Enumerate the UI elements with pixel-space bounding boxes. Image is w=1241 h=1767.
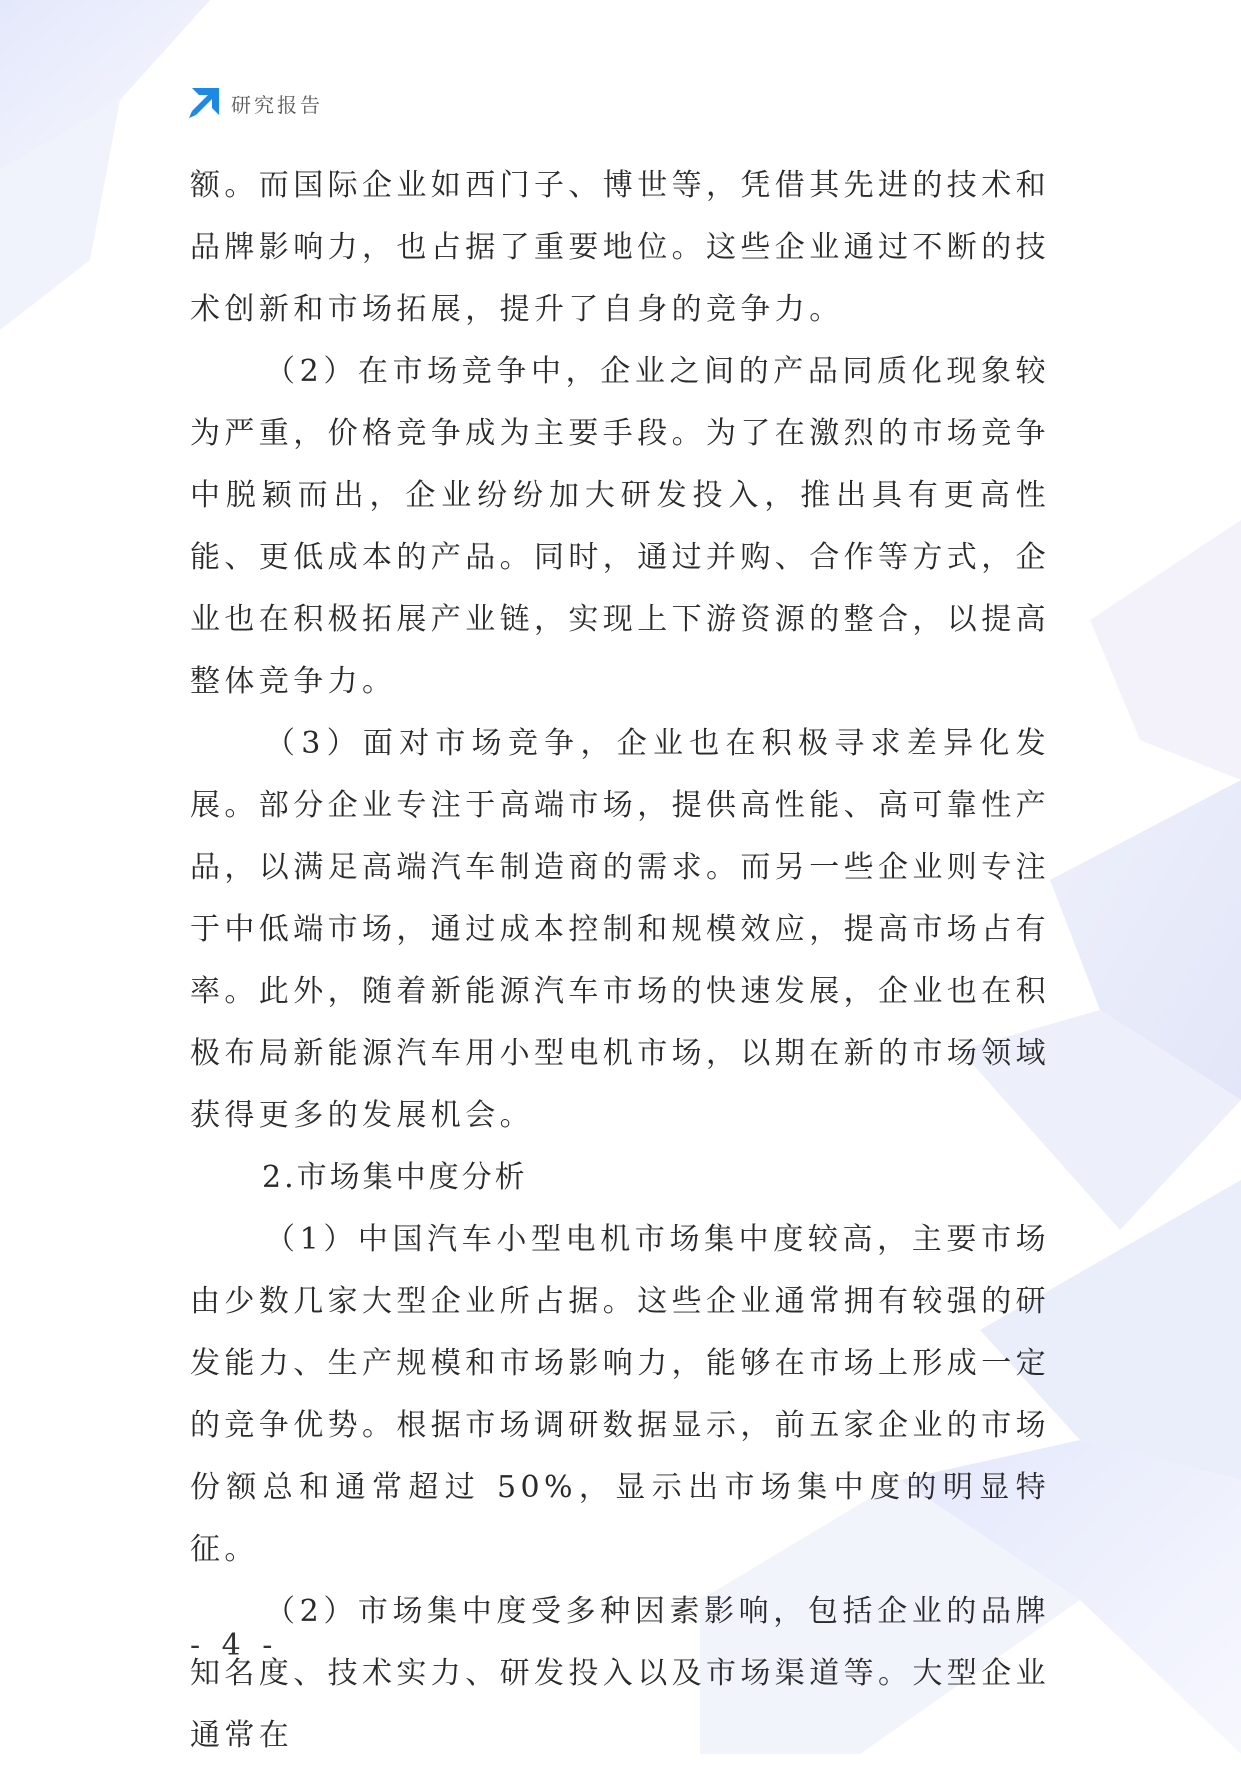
header-title: 研究报告 xyxy=(231,92,323,117)
paragraph-competition-3: （3）面对市场竞争，企业也在积极寻求差异化发展。部分企业专注于高端市场，提供高性能、高可靠性产品，以满足高端汽车制造商的需求。而另一些企业则专注于中低端市场，通过成本控制和规模效应，提高市场占有率。此外，随着新能源汽车市场的快速发展，企业也在积极布局新能源汽车用小型电机市场，以期在新的市场领域获得更多的发展机会。 xyxy=(190,726,1050,1133)
paragraph-concentration-2: （2）市场集中度受多种因素影响，包括企业的品牌知名度、技术实力、研发投入以及市场渠道等。大型企业通常在 xyxy=(190,1594,1050,1753)
paragraph-competition-2: （2）在市场竞争中，企业之间的产品同质化现象较为严重，价格竞争成为主要手段。为了在激烈的市场竞争中脱颖而出，企业纷纷加大研发投入，推出具有更高性能、更低成本的产品。同时，通过并购、合作等方式，企业也在积极拓展产业链，实现上下游资源的整合，以提高整体竞争力。 xyxy=(190,354,1050,699)
paragraph-continued: 额。而国际企业如西门子、博世等，凭借其先进的技术和品牌影响力，也占据了重要地位。这些企业通过不断的技术创新和市场拓展，提升了自身的竞争力。 xyxy=(190,168,1050,327)
paragraph-concentration-1: （1）中国汽车小型电机市场集中度较高，主要市场由少数几家大型企业所占据。这些企业通常拥有较强的研发能力、生产规模和市场影响力，能够在市场上形成一定的竞争优势。根据市场调研数据显示，前五家企业的市场份额总和通常超过 50%，显示出市场集中度的明显特征。 xyxy=(190,1222,1050,1567)
page-number: - 4 - xyxy=(190,1628,279,1663)
page-header xyxy=(187,86,323,120)
section-heading: 2.市场集中度分析 xyxy=(262,1160,528,1195)
arrow-up-right-icon xyxy=(187,86,221,120)
document-body xyxy=(190,155,1050,1767)
